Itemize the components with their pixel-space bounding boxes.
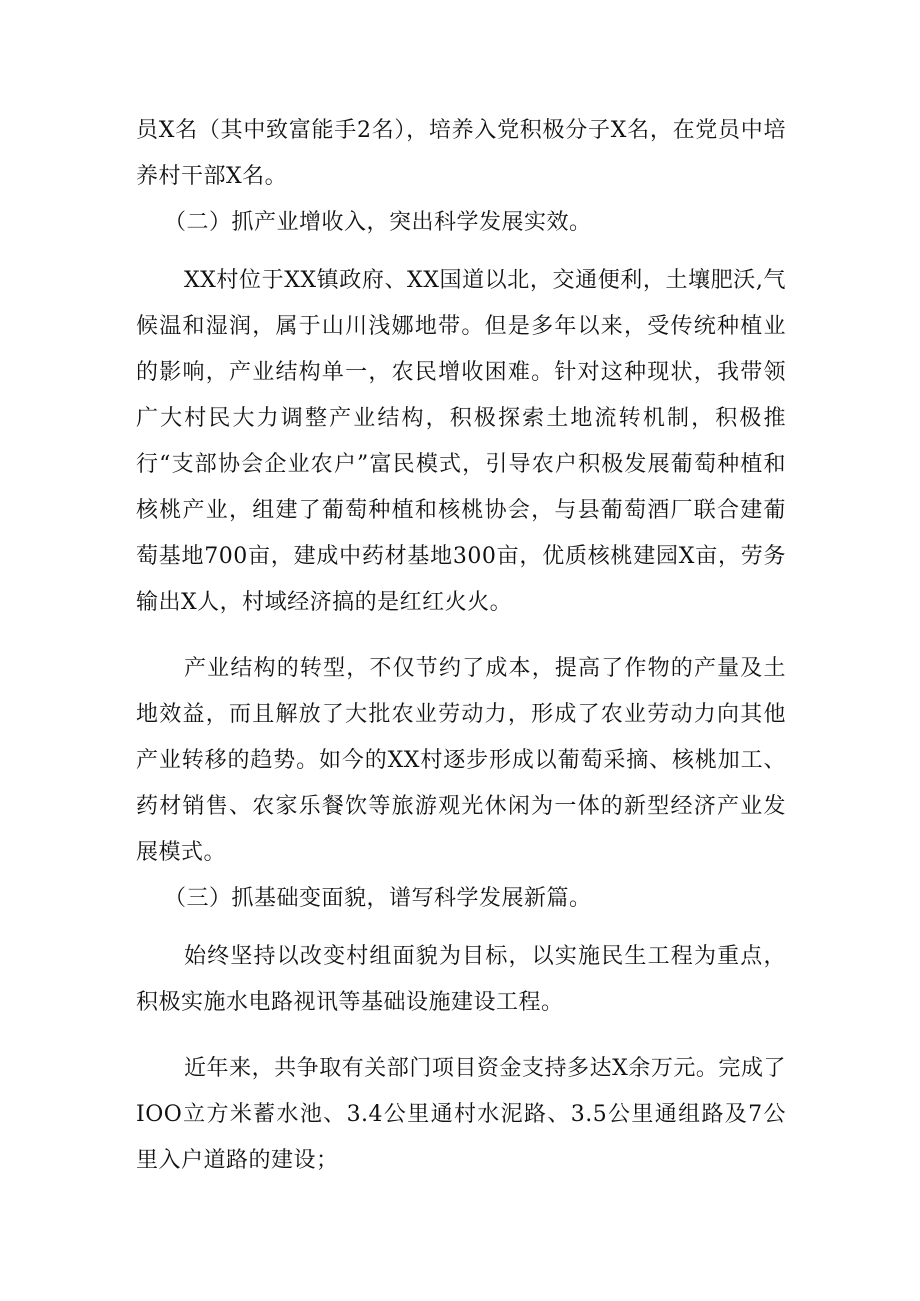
paragraph-infrastructure-goal: 始终坚持以改变村组面貌为目标，以实施民生工程为重点，积极实施水电路视讯等基础设施建设工程。 — [136, 944, 786, 1015]
document-body — [136, 108, 786, 1184]
section-heading-industry: （二）抓产业增收入，突出科学发展实效。 — [164, 210, 592, 235]
paragraph-industry-transformation: 产业结构的转型，不仅节约了成本，提高了作物的产量及土地效益，而且解放了大批农业劳动力，形成了农业劳动力向其他产业转移的趋势。如今的XX村逐步形成以葡萄采摘、核桃加工、药材销售、农家乐餐饮等旅游观光休闲为一体的新型经济产业发展模式。 — [136, 656, 786, 865]
paragraph-funding-results: 近年来，共争取有关部门项目资金支持多达X余万元。完成了IOO立方米蓄水池、3.4公里通村水泥路、3.5公里通组路及7公里入户道路的建设； — [136, 1056, 786, 1173]
paragraph-party-members: 员X名（其中致富能手2名），培养入党积极分子X名，在党员中培养村干部X名。 — [136, 118, 786, 189]
section-heading-infrastructure: （三）抓基础变面貌，谱写科学发展新篇。 — [164, 886, 592, 911]
paragraph-village-industry: XX村位于XX镇政府、XX国道以北，交通便利，土壤肥沃,气候温和湿润，属于山川浅娜地带。但是多年以来，受传统种植业的影响，产业结构单一，农民增收困难。针对这种现状，我带领广大村民大力调整产业结构，积极探索土地流转机制，积极推行“支部协会企业农户”富民模式，引导农户积极发展葡萄种植和核桃产业，组建了葡萄种植和核桃协会，与县葡萄酒厂联合建葡萄基地700亩，建成中药材基地300亩，优质核桃建园X亩，劳务输出X人，村域经济搞的是红红火火。 — [136, 268, 786, 615]
